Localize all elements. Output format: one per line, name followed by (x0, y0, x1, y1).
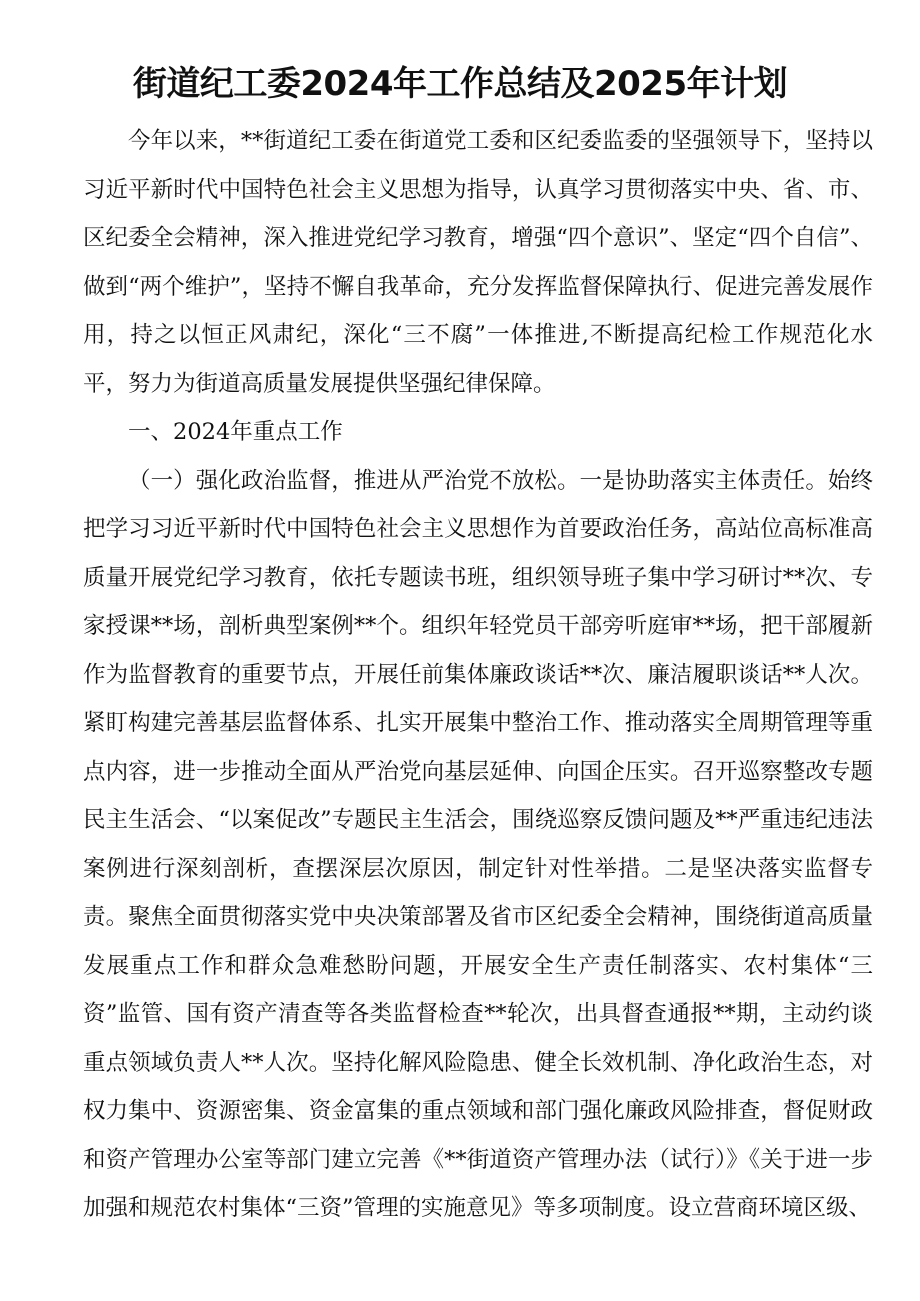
document-body (83, 117, 873, 1233)
document-title: 街道纪工委2024年工作总结及2025年计划 (132, 64, 788, 104)
section-heading: 一、2024年重点工作 (128, 419, 343, 445)
intro-paragraph: 今年以来，**街道纪工委在街道党工委和区纪委监委的坚强领导下，坚持以习近平新时代中国特色社会主义思想为指导，认真学习贯彻落实中央、省、市、区纪委全会精神，深入推进党纪学习教育，增强“四个意识”、坚定“四个自信”、做到“两个维护”，坚持不懈自我革命，充分发挥监督保障执行、促进完善发展作用，持之以恒正风肃纪，深化“三不腐”一体推进,不断提高纪检工作规范化水平，努力为街道高质量发展提供坚强纪律保障。 (83, 128, 873, 397)
body-paragraph: （一）强化政治监督，推进从严治党不放松。一是协助落实主体责任。始终把学习习近平新时代中国特色社会主义思想作为首要政治任务，高站位高标准高质量开展党纪学习教育，依托专题读书班，组织领导班子集中学习研讨**次、专家授课**场，剖析典型案例**个。组织年轻党员干部旁听庭审**场，把干部履新作为监督教育的重要节点，开展任前集体廉政谈话**次、廉洁履职谈话**人次。紧盯构建完善基层监督体系、扎实开展集中整治工作、推动落实全周期管理等重点内容，进一步推动全面从严治党向基层延伸、向国企压实。召开巡察整改专题民主生活会、“以案促改”专题民主生活会，围绕巡察反馈问题及**严重违纪违法案例进行深刻剖析，查摆深层次原因，制定针对性举措。二是坚决落实监督专责。聚焦全面贯彻落实党中央决策部署及省市区纪委全会精神，围绕街道高质量发展重点工作和群众急难愁盼问题，开展安全生产责任制落实、农村集体“三资”监管、国有资产清查等各类监督检查**轮次，出具督查通报**期，主动约谈重点领域负责人**人次。坚持化解风险隐患、健全长效机制、净化政治生态，对权力集中、资源密集、资金富集的重点领域和部门强化廉政风险排查，督促财政和资产管理办公室等部门建立完善《**街道资产管理办法（试行）》《关于进一步加强和规范农村集体“三资”管理的实施意见》等多项制度。设立营商环境区级、 (83, 467, 873, 1221)
